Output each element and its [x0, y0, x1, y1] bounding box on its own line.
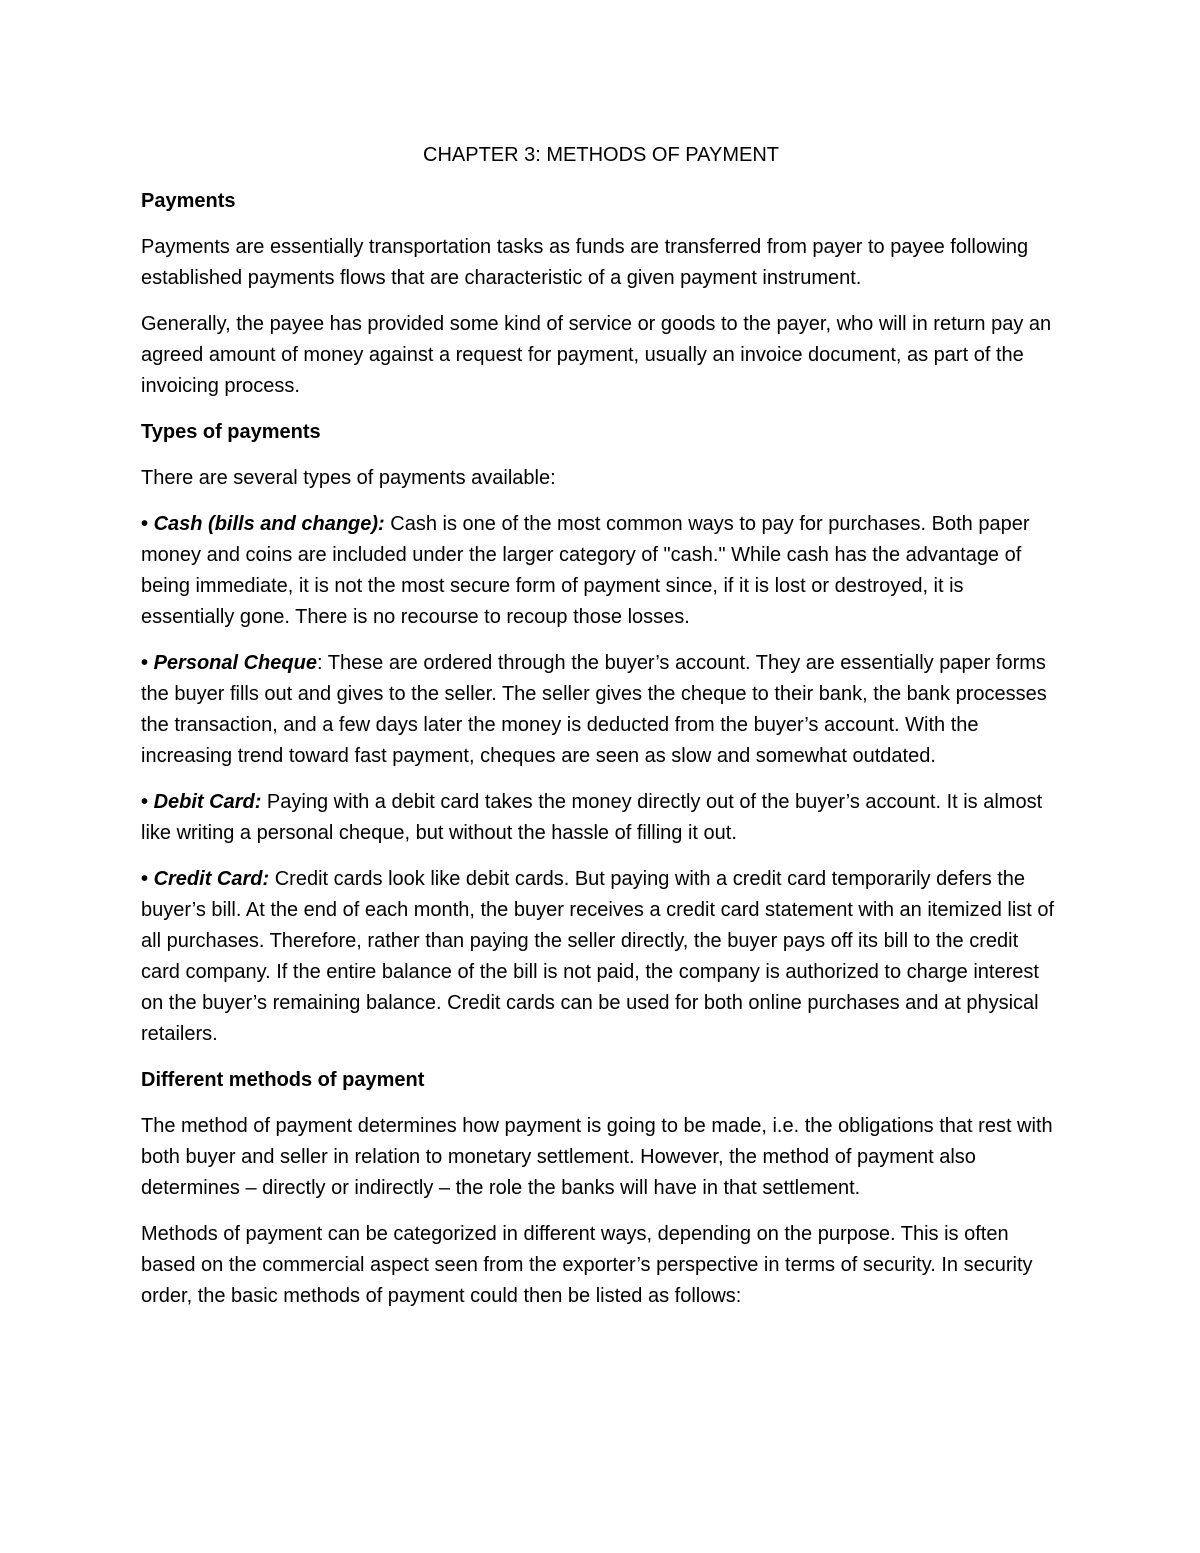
bullet-item-cash: [141, 509, 1061, 633]
page-title: CHAPTER 3: METHODS OF PAYMENT: [423, 144, 779, 166]
paragraph: Payments are essentially transportation tasks as funds are transferred from payer to payee following established payments flows that are characteristic of a given payment instrument.: [141, 236, 1029, 289]
bullet-icon: •: [141, 791, 149, 813]
paragraph: Generally, the payee has provided some kind of service or goods to the payer, who will in return pay an agreed amount of money against a request for payment, usually an invoice document, as part of the invoicing process.: [141, 313, 1052, 397]
document-page: [141, 140, 1061, 1327]
bullet-icon: •: [141, 652, 149, 674]
bullet-icon: •: [141, 513, 149, 535]
bullet-icon: •: [141, 868, 149, 890]
paragraph: The method of payment determines how payment is going to be made, i.e. the obligations that rest with both buyer and seller in relation to monetary settlement. However, the method of payment also determines – directly or indirectly – the role the banks will have in that settlement.: [141, 1115, 1053, 1199]
section-heading-payments: Payments: [141, 190, 236, 212]
bullet-text: : These are ordered through the buyer’s account. They are essentially paper forms the buyer fills out and gives to the seller. The seller gives the cheque to their bank, the bank processes the transaction, and a few days later the money is deducted from the buyer’s account. With the increasing trend toward fast payment, cheques are seen as slow and somewhat outdated.: [141, 652, 1047, 767]
bullet-text: Cash is one of the most common ways to pay for purchases. Both paper money and coins are included under the larger category of "cash." While cash has the advantage of being immediate, it is not the most secure form of payment since, if it is lost or destroyed, it is essentially gone. There is no recourse to recoup those losses.: [141, 513, 1030, 628]
bullet-text: Paying with a debit card takes the money directly out of the buyer’s account. It is almost like writing a personal cheque, but without the hassle of filling it out.: [141, 791, 1043, 844]
bullet-term: Credit Card:: [153, 868, 270, 890]
bullet-item-personal-cheque: [141, 648, 1061, 772]
bullet-term: Cash (bills and change):: [153, 513, 385, 535]
section-heading-methods: Different methods of payment: [141, 1069, 425, 1091]
paragraph: There are several types of payments available:: [141, 467, 556, 489]
bullet-term: Debit Card:: [153, 791, 262, 813]
bullet-item-credit-card: [141, 864, 1061, 1050]
paragraph: Methods of payment can be categorized in different ways, depending on the purpose. This is often based on the commercial aspect seen from the exporter’s perspective in terms of security. In security order, the basic methods of payment could then be listed as follows:: [141, 1223, 1033, 1307]
bullet-item-debit-card: [141, 787, 1061, 849]
bullet-term: Personal Cheque: [153, 652, 317, 674]
section-heading-types: Types of payments: [141, 421, 321, 443]
bullet-text: Credit cards look like debit cards. But paying with a credit card temporarily defers the buyer’s bill. At the end of each month, the buyer receives a credit card statement with an itemized list of all purchases. Therefore, rather than paying the seller directly, the buyer pays off its bill to the credit card company. If the entire balance of the bill is not paid, the company is authorized to charge interest on the buyer’s remaining balance. Credit cards can be used for both online purchases and at physical retailers.: [141, 868, 1055, 1045]
